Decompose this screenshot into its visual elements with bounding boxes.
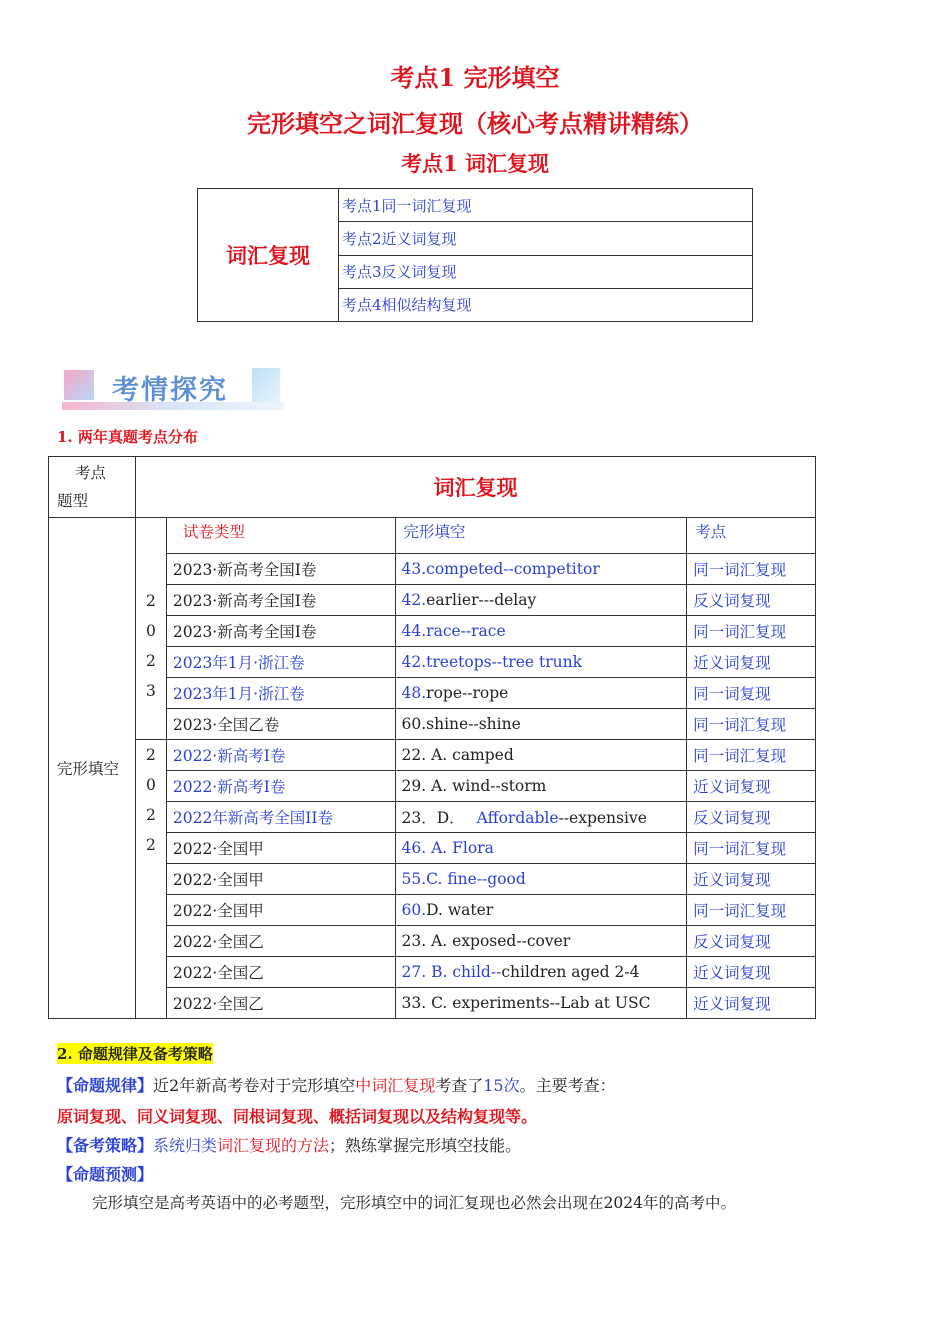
point-cell: 同一词汇复现 <box>687 740 816 771</box>
table-header: 词汇复现 <box>135 457 815 518</box>
row-label: 完形填空 <box>49 518 136 1019</box>
cloze-cell: 29. A. wind--storm <box>395 771 687 802</box>
corner-top: 考点 <box>75 464 107 482</box>
banner-decoration-right <box>252 368 280 402</box>
title-line-2: 完形填空之词汇复现（核心考点精讲精练） <box>247 109 703 138</box>
forecast-label: 【命题预测】 <box>57 1165 154 1184</box>
overview-item: 考点4相似结构复现 <box>339 288 753 321</box>
col-header-point: 考点 <box>687 518 816 554</box>
paper-cell: 2023年1月·浙江卷 <box>166 647 395 678</box>
cloze-cell: 48.rope--rope <box>395 678 687 709</box>
overview-item: 考点3反义词复现 <box>339 255 753 288</box>
paper-cell: 2022年新高考全国II卷 <box>166 802 395 833</box>
cloze-cell: 44.race--race <box>395 616 687 647</box>
paper-cell: 2022·全国甲 <box>166 895 395 926</box>
point-cell: 同一词汇复现 <box>687 616 816 647</box>
rule-paragraph: 【命题规律】近2年新高考卷对于完形填空中词汇复现考查了15次。主要考查： <box>57 1076 616 1095</box>
col-header-cloze: 完形填空 <box>395 518 687 554</box>
year-2022-cell <box>135 740 166 1019</box>
point-cell: 同一词汇复现 <box>687 554 816 585</box>
point-cell: 近义词复现 <box>687 957 816 988</box>
year-2023-cell <box>135 554 166 740</box>
paper-cell: 2022·全国乙 <box>166 957 395 988</box>
cloze-cell: 42.earlier---delay <box>395 585 687 616</box>
paper-cell: 2023·新高考全国Ⅰ卷 <box>166 585 395 616</box>
year-digit: 3 <box>145 682 156 701</box>
overview-item: 考点1同一词汇复现 <box>339 189 753 222</box>
point-cell: 近义词复现 <box>687 771 816 802</box>
cloze-cell: 46. A. Flora <box>395 833 687 864</box>
year-digit: 2 <box>145 652 156 671</box>
paper-cell: 2023·新高考全国Ⅰ卷 <box>166 554 395 585</box>
corner-bottom: 题型 <box>57 492 89 510</box>
point-cell: 同一词汇复现 <box>687 895 816 926</box>
banner-decoration-left <box>64 370 94 400</box>
cloze-cell: 42.treetops--tree trunk <box>395 647 687 678</box>
paper-cell: 2022·新高考I卷 <box>166 740 395 771</box>
paper-cell: 2022·全国甲 <box>166 833 395 864</box>
strategy-label: 【备考策略】 <box>57 1136 154 1155</box>
point-cell: 同一词汇复现 <box>687 833 816 864</box>
point-cell: 近义词复现 <box>687 864 816 895</box>
cloze-cell: 43.competed--competitor <box>395 554 687 585</box>
point-cell: 近义词复现 <box>687 988 816 1019</box>
title-line-1: 考点1 完形填空 <box>390 63 560 92</box>
point-cell: 同一词复现 <box>687 678 816 709</box>
strategy-paragraph: 【备考策略】系统归类词汇复现的方法；熟练掌握完形填空技能。 <box>57 1136 522 1155</box>
section1-heading: 1. 两年真题考点分布 <box>57 428 198 446</box>
exam-distribution-table <box>48 456 816 1019</box>
paper-cell: 2023·新高考全国Ⅰ卷 <box>166 616 395 647</box>
point-cell: 反义词复现 <box>687 802 816 833</box>
section2-heading: 2. 命题规律及备考策略 <box>57 1045 213 1063</box>
point-cell: 同一词汇复现 <box>687 709 816 740</box>
cloze-cell: 22. A. camped <box>395 740 687 771</box>
paper-cell: 2022·新高考I卷 <box>166 771 395 802</box>
paper-cell: 2023年1月·浙江卷 <box>166 678 395 709</box>
cloze-cell: 60.shine--shine <box>395 709 687 740</box>
point-cell: 反义词复现 <box>687 926 816 957</box>
section-banner <box>62 366 284 412</box>
corner-cell <box>49 457 136 518</box>
year-digit: 2 <box>145 806 156 824</box>
paper-cell: 2022·全国乙 <box>166 988 395 1019</box>
year-digit: 0 <box>145 776 156 794</box>
cloze-cell: 33. C. experiments--Lab at USC <box>395 988 687 1019</box>
rule-line-2: 原词复现、同义词复现、同根词复现、概括词复现以及结构复现等。 <box>57 1107 538 1126</box>
year-digit: 2 <box>145 592 156 611</box>
paper-cell: 2023·全国乙卷 <box>166 709 395 740</box>
year-digit: 0 <box>145 622 156 641</box>
cloze-cell: 23. A. exposed--cover <box>395 926 687 957</box>
col-header-paper: 试卷类型 <box>166 518 395 554</box>
cloze-cell: 23．D． Affordable--expensive <box>395 802 687 833</box>
cloze-cell: 55.C. fine--good <box>395 864 687 895</box>
cloze-cell: 60.D. water <box>395 895 687 926</box>
overview-label: 词汇复现 <box>198 189 339 322</box>
paper-cell: 2022·全国甲 <box>166 864 395 895</box>
overview-table <box>197 188 753 322</box>
rule-label: 【命题规律】 <box>57 1076 154 1095</box>
year-digit: 2 <box>145 746 156 764</box>
forecast-text: 完形填空是高考英语中的必考题型，完形填空中的词汇复现也必然会出现在2024年的高考中。 <box>92 1194 736 1212</box>
banner-text: 考情探究 <box>112 375 228 406</box>
point-cell: 反义词复现 <box>687 585 816 616</box>
paper-cell: 2022·全国乙 <box>166 926 395 957</box>
title-line-3: 考点1 词汇复现 <box>401 151 549 176</box>
year-digit: 2 <box>145 836 156 854</box>
cloze-cell: 27. B. child--children aged 2-4 <box>395 957 687 988</box>
point-cell: 近义词复现 <box>687 647 816 678</box>
overview-item: 考点2近义词复现 <box>339 222 753 255</box>
